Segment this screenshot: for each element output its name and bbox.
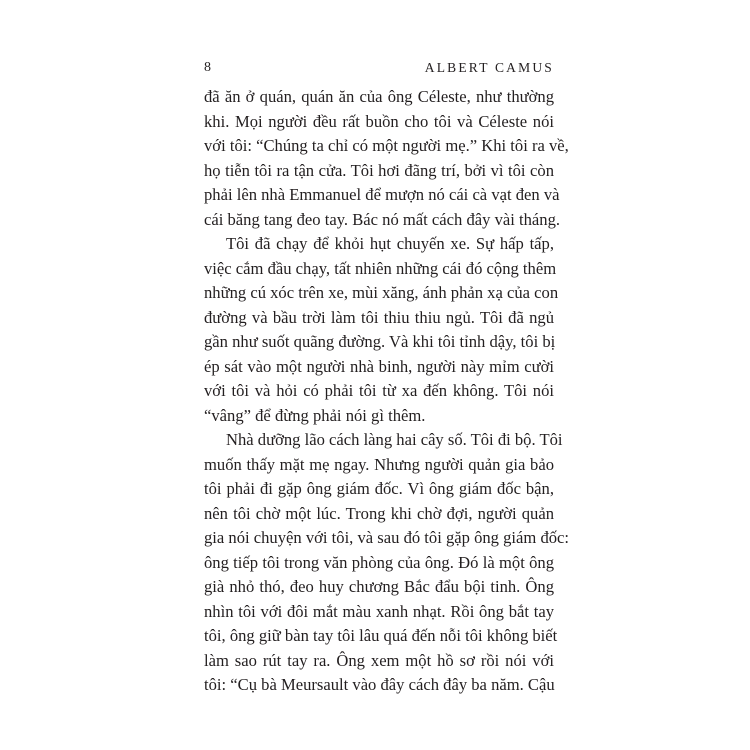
text-line: tôi: “Cụ bà Meursault vào đây cách đây ba năm. Cậu — [204, 675, 555, 694]
text-line: tôi, ông giữ bàn tay tôi lâu quá đến nỗi tôi không biết — [204, 626, 558, 645]
text-line: phải lên nhà Emmanuel để mượn nó cái cà vạt đen và — [204, 185, 560, 204]
paragraph — [204, 428, 570, 698]
paragraph — [204, 232, 559, 428]
text-line: già nhỏ thó, đeo huy chương Bắc đẩu bội tinh. Ông — [204, 577, 554, 596]
text-line: tôi phải đi gặp ông giám đốc. Vì ông giám đốc bận, — [204, 479, 554, 498]
running-title: ALBERT CAMUS — [424, 60, 554, 75]
text-line: đường và bầu trời làm tôi thiu thiu ngủ. Tôi đã ngủ — [204, 307, 554, 327]
text-line: làm sao rút tay ra. Ông xem một hồ sơ rồi nói với — [204, 650, 554, 670]
paragraph — [204, 85, 569, 232]
text-line: đã ăn ở quán, quán ăn của ông Céleste, như thường — [204, 87, 554, 106]
text-line: gần như suốt quãng đường. Và khi tôi tỉnh dậy, tôi bị — [204, 332, 556, 351]
text-line: gia nói chuyện với tôi, và sau đó tôi gặp ông giám đốc: — [204, 528, 570, 547]
text-line: Tôi đã chạy để khỏi hụt chuyến xe. Sự hấp tấp, — [226, 234, 554, 253]
text-line: việc cắm đầu chạy, tất nhiên những cái đó cộng thêm — [204, 258, 557, 278]
text-line: những cú xóc trên xe, mùi xăng, ánh phản xạ của con — [204, 283, 559, 302]
page-number: 8 — [204, 60, 211, 75]
text-line: cái băng tang đeo tay. Bác nó mất cách đây vài tháng. — [204, 209, 561, 229]
text-line: Nhà dưỡng lão cách làng hai cây số. Tôi đi bộ. Tôi — [226, 430, 563, 449]
text-line: khi. Mọi người đều rất buồn cho tôi và Céleste nói — [204, 111, 554, 131]
text-line: ép sát vào một người nhà binh, người này mỉm cười — [204, 356, 554, 376]
page-header — [204, 60, 554, 80]
text-line: ông tiếp tôi trong văn phòng của ông. Đó là một ông — [204, 552, 554, 572]
text-line: họ tiễn tôi ra tận cửa. Tôi hơi đãng trí, bởi vì tôi còn — [204, 160, 554, 180]
text-line: với tôi và hỏi có phải tôi từ xa đến không. Tôi nói — [204, 381, 554, 400]
text-line: muốn thấy mặt mẹ ngay. Nhưng người quản gia bảo — [204, 454, 554, 474]
page-body-text — [204, 85, 570, 698]
text-line: “vâng” để đừng phải nói gì thêm. — [204, 405, 426, 425]
text-line: nhìn tôi với đôi mắt màu xanh nhạt. Rồi ông bắt tay — [204, 601, 554, 621]
text-line: với tôi: “Chúng ta chỉ có một người mẹ.” Khi tôi ra về, — [204, 136, 569, 155]
text-line: nên tôi chờ một lúc. Trong khi chờ đợi, người quản — [204, 503, 554, 523]
